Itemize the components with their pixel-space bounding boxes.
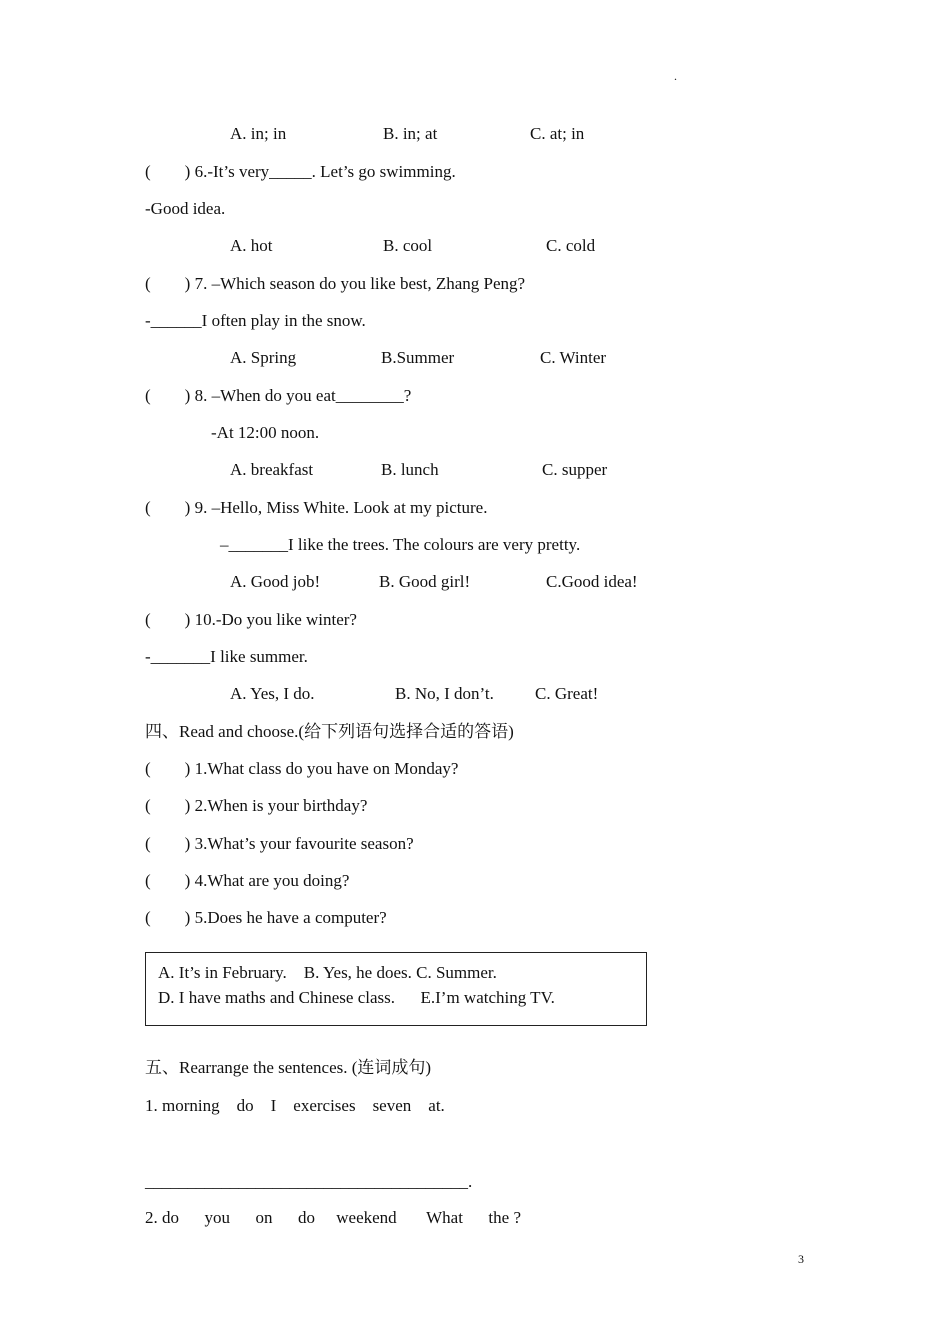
section5-item-1: 1. morning do I exercises seven at. — [145, 1096, 445, 1115]
section4-item-3: ( ) 3.What’s your favourite season? — [145, 834, 414, 853]
q7-option-a: A. Spring — [230, 348, 297, 367]
answer-box — [145, 952, 647, 1026]
q9-option-c: C.Good idea! — [546, 572, 638, 591]
q6-option-b: B. cool — [383, 236, 433, 255]
q8-reply: -At 12:00 noon. — [211, 423, 320, 442]
q9-reply: –_______I like the trees. The colours are very pretty. — [220, 535, 581, 554]
q7-question: ( ) 7. –Which season do you like best, Zhang Peng? — [145, 274, 526, 293]
q8-option-a: A. breakfast — [230, 460, 314, 479]
section4-item-4: ( ) 4.What are you doing? — [145, 871, 350, 890]
q7-reply: -______I often play in the snow. — [145, 311, 366, 330]
q7-option-c: C. Winter — [540, 348, 607, 367]
section4-item-1: ( ) 1.What class do you have on Monday? — [145, 759, 459, 778]
q8-question: ( ) 8. –When do you eat________? — [145, 386, 412, 405]
section5-item-2: 2. do you on do weekend What the ? — [145, 1208, 521, 1227]
q6-question: ( ) 6.-It’s very_____. Let’s go swimming. — [145, 162, 456, 181]
section4-item-5: ( ) 5.Does he have a computer? — [145, 908, 387, 927]
q10-option-a: A. Yes, I do. — [230, 684, 315, 703]
q9-question: ( ) 9. –Hello, Miss White. Look at my picture. — [145, 498, 488, 517]
answer-box-line-2: D. I have maths and Chinese class. E.I’m watching TV. — [158, 988, 555, 1007]
section5-heading: 五、Rearrange the sentences. (连词成句) — [145, 1058, 432, 1077]
answer-box-line-1: A. It’s in February. B. Yes, he does. C. Summer. — [158, 963, 497, 982]
header-mark: . — [674, 69, 677, 83]
q6-reply: -Good idea. — [145, 199, 226, 218]
q6-option-c: C. cold — [546, 236, 596, 255]
q5-option-b: B. in; at — [383, 124, 438, 143]
q8-option-b: B. lunch — [381, 460, 439, 479]
section5-answer-blank-1: ______________________________________. — [145, 1172, 473, 1191]
q10-option-c: C. Great! — [535, 684, 599, 703]
q6-option-a: A. hot — [230, 236, 273, 255]
page-number: 3 — [798, 1252, 804, 1266]
q9-option-b: B. Good girl! — [379, 572, 471, 591]
section4-item-2: ( ) 2.When is your birthday? — [145, 796, 368, 815]
q8-option-c: C. supper — [542, 460, 608, 479]
q10-reply: -_______I like summer. — [145, 647, 308, 666]
q10-question: ( ) 10.-Do you like winter? — [145, 610, 357, 629]
q5-option-c: C. at; in — [530, 124, 585, 143]
q10-option-b: B. No, I don’t. — [395, 684, 494, 703]
q9-option-a: A. Good job! — [230, 572, 321, 591]
q5-option-a: A. in; in — [230, 124, 287, 143]
section4-heading: 四、Read and choose.(给下列语句选择合适的答语) — [145, 722, 514, 741]
q7-option-b: B.Summer — [381, 348, 455, 367]
